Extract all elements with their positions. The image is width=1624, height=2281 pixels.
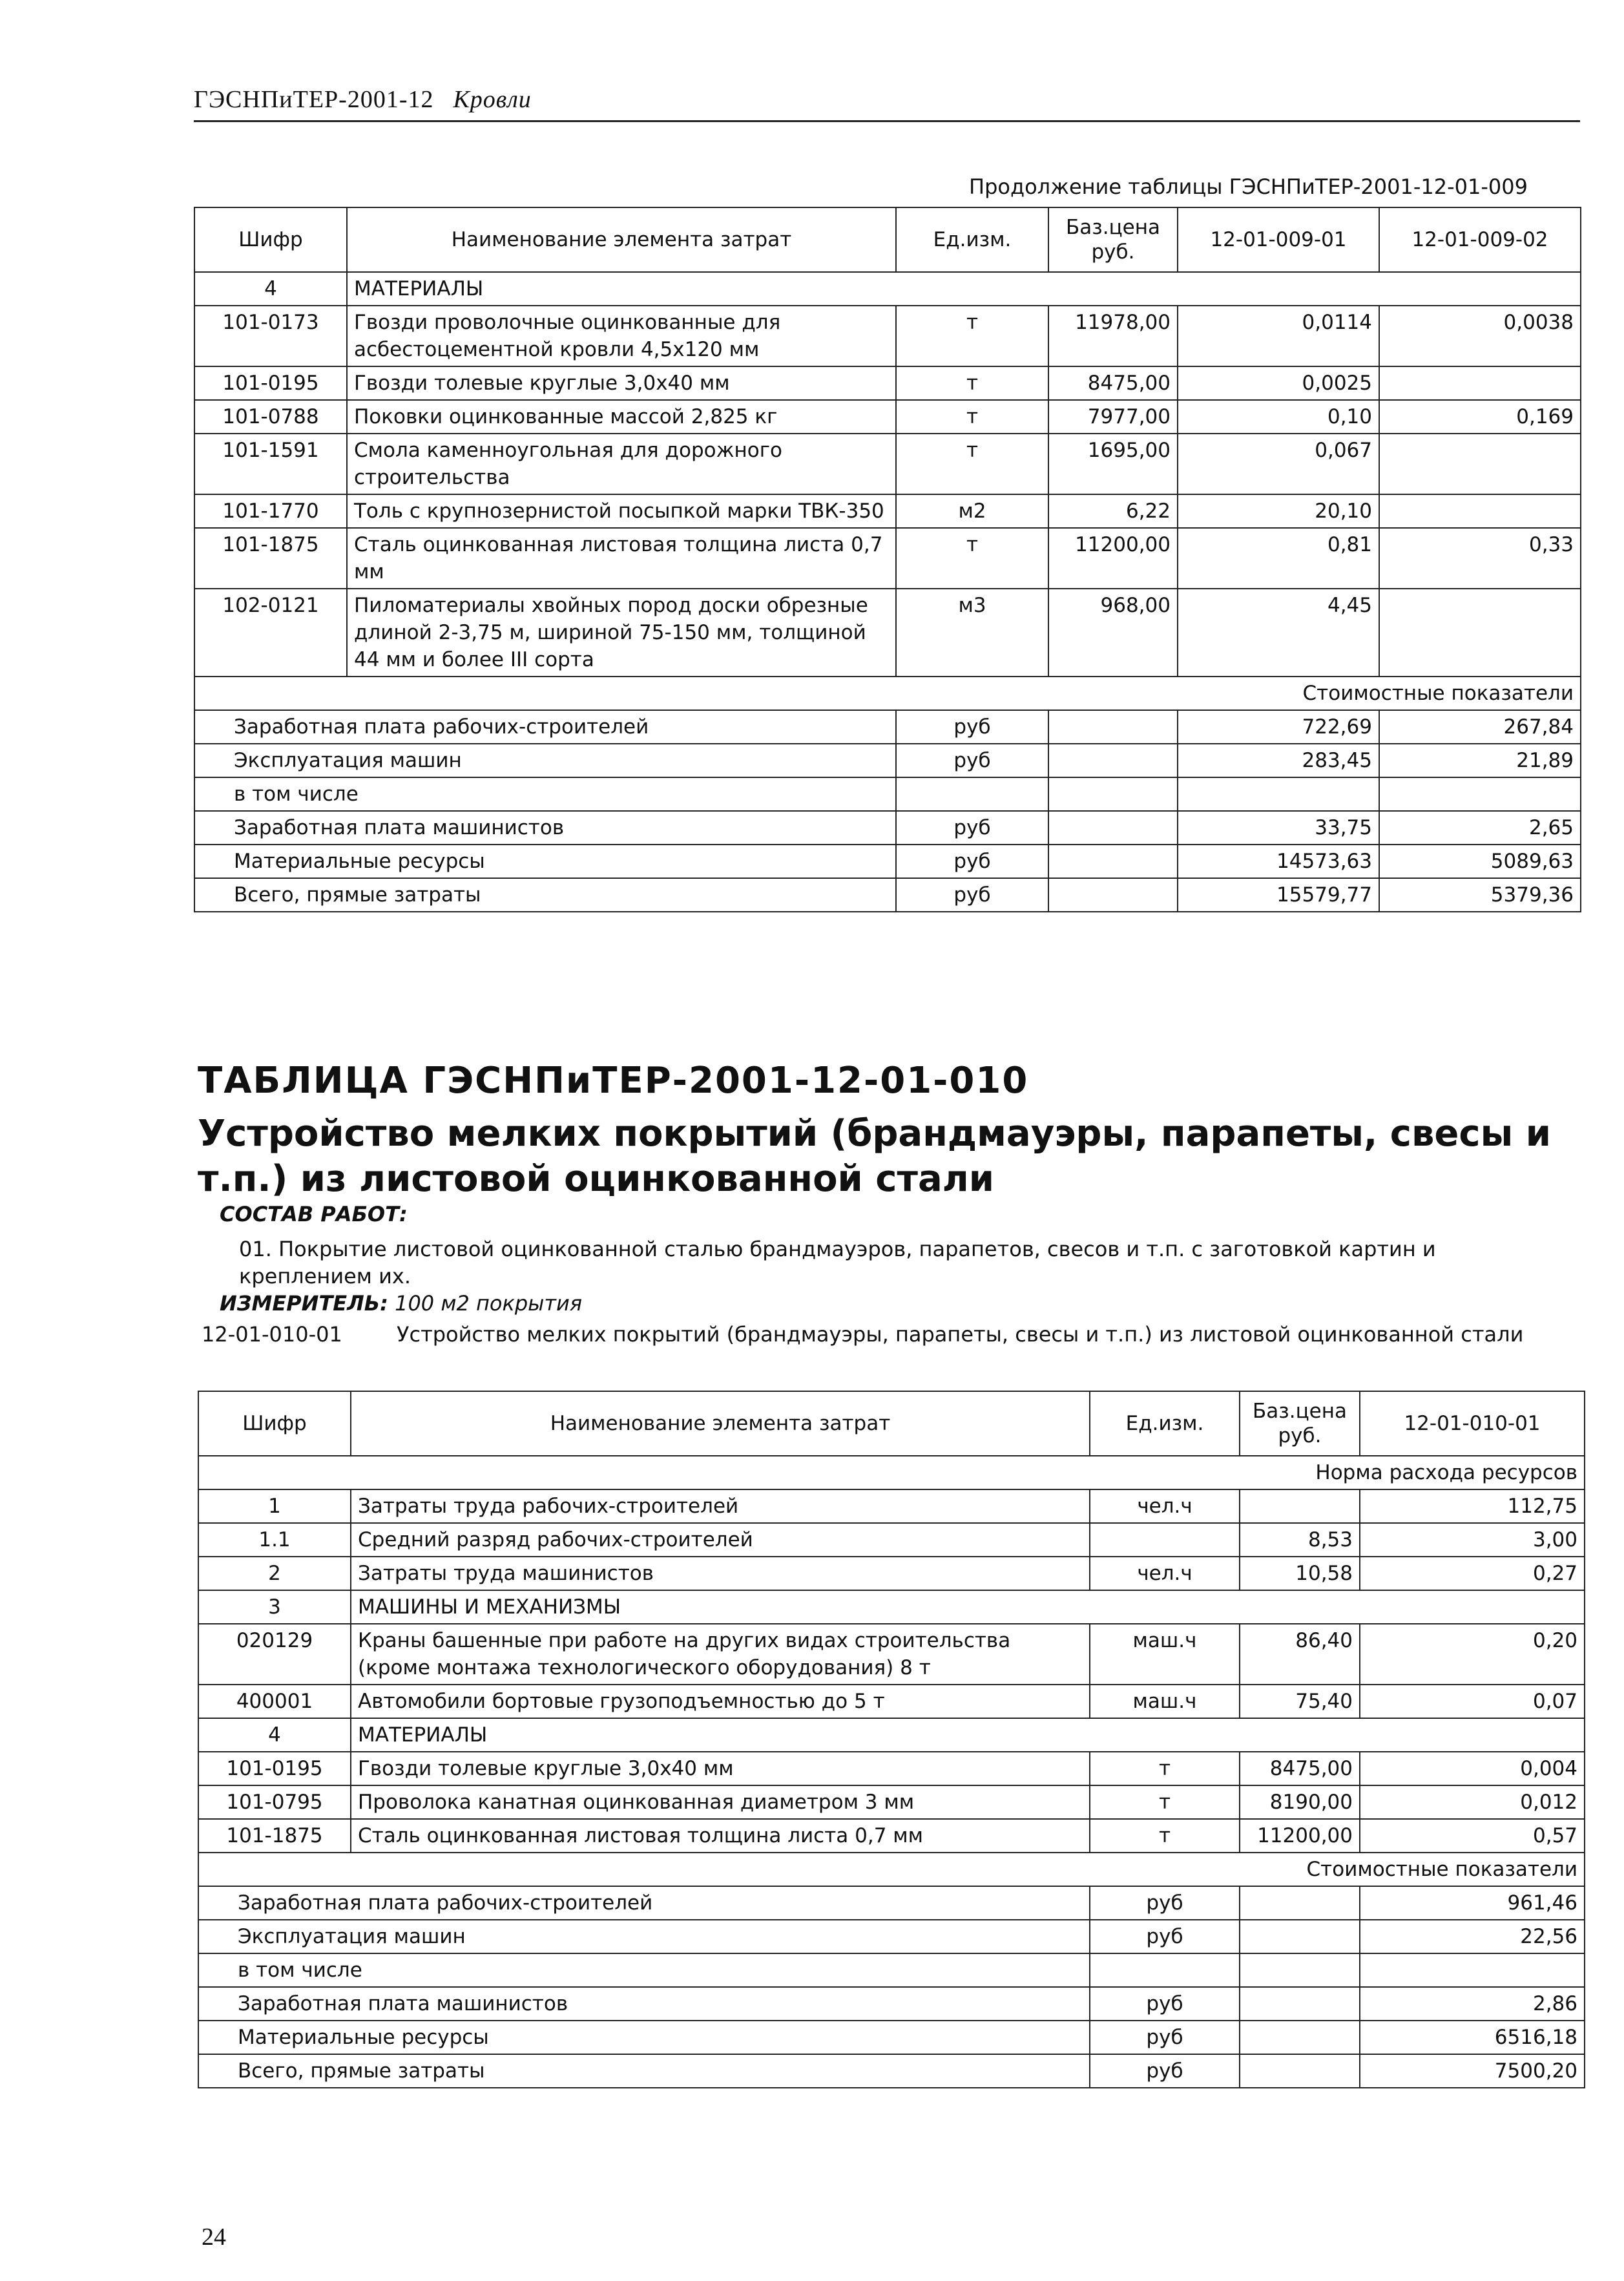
totals-label: Материальные ресурсы xyxy=(194,845,896,878)
totals-price xyxy=(1240,1886,1360,1920)
resource-value-c1: 0,012 xyxy=(1360,1785,1585,1819)
resource-value-c1: 0,27 xyxy=(1360,1557,1585,1590)
section-num: 4 xyxy=(194,272,347,306)
totals-label: Заработная плата рабочих-строителей xyxy=(194,710,896,744)
resource-code: 101-1591 xyxy=(194,434,347,494)
totals-unit: руб xyxy=(896,811,1048,845)
resource-name: Автомобили бортовые грузоподъемностью до 5 т xyxy=(351,1685,1090,1718)
resource-unit: м3 xyxy=(896,589,1048,677)
totals-unit: руб xyxy=(1090,1987,1240,2021)
totals-label: в том числе xyxy=(198,1953,1090,1987)
resource-name: Толь с крупнозернистой посыпкой марки ТВК-350 xyxy=(347,494,896,528)
table-row xyxy=(194,306,1581,366)
composition-label: СОСТАВ РАБОТ: xyxy=(220,1202,408,1226)
totals-price xyxy=(1240,2021,1360,2054)
totals-unit xyxy=(896,777,1048,811)
totals-price xyxy=(1240,1920,1360,1953)
resource-unit: маш.ч xyxy=(1090,1685,1240,1718)
resource-name: Средний разряд рабочих-строителей xyxy=(351,1523,1090,1557)
section-row xyxy=(198,1590,1585,1624)
resource-value-c1: 0,10 xyxy=(1178,400,1379,434)
resource-value-c2 xyxy=(1379,589,1581,677)
resource-value-c1: 20,10 xyxy=(1178,494,1379,528)
resource-unit: маш.ч xyxy=(1090,1624,1240,1685)
totals-row xyxy=(198,1920,1585,1953)
totals-label: Заработная плата рабочих-строителей xyxy=(198,1886,1090,1920)
resource-price: 968,00 xyxy=(1048,589,1178,677)
resource-unit: т xyxy=(896,366,1048,400)
resource-value-c2: 0,169 xyxy=(1379,400,1581,434)
col-name: Наименование элемента затрат xyxy=(347,207,896,272)
totals-price xyxy=(1048,811,1178,845)
totals-row xyxy=(194,777,1581,811)
section-row xyxy=(198,1718,1585,1752)
resource-name: Гвозди проволочные оцинкованные для асбестоцементной кровли 4,5х120 мм xyxy=(347,306,896,366)
totals-row xyxy=(194,878,1581,912)
resource-name: Сталь оцинкованная листовая толщина листа 0,7 мм xyxy=(351,1819,1090,1853)
resource-unit: м2 xyxy=(896,494,1048,528)
table-row xyxy=(198,1819,1585,1853)
resource-price: 8475,00 xyxy=(1240,1752,1360,1785)
resource-value-c2 xyxy=(1379,494,1581,528)
totals-unit: руб xyxy=(896,744,1048,777)
col-c2: 12-01-009-02 xyxy=(1379,207,1581,272)
resource-name: Проволока канатная оцинкованная диаметром 3 мм xyxy=(351,1785,1090,1819)
col-c1: 12-01-010-01 xyxy=(1360,1391,1585,1456)
table-row xyxy=(194,494,1581,528)
cost-header-row xyxy=(194,677,1581,710)
resource-price: 8190,00 xyxy=(1240,1785,1360,1819)
col-code: Шифр xyxy=(194,207,347,272)
totals-value-c1: 14573,63 xyxy=(1178,845,1379,878)
totals-price xyxy=(1240,1953,1360,1987)
resource-price: 11978,00 xyxy=(1048,306,1178,366)
resource-unit: т xyxy=(896,306,1048,366)
totals-value-c2: 2,65 xyxy=(1379,811,1581,845)
totals-value-c1: 6516,18 xyxy=(1360,2021,1585,2054)
resource-unit xyxy=(1090,1523,1240,1557)
table-row xyxy=(198,1557,1585,1590)
col-unit: Ед.изм. xyxy=(1090,1391,1240,1456)
resource-code: 2 xyxy=(198,1557,351,1590)
resource-code: 3 xyxy=(198,1590,351,1624)
totals-unit: руб xyxy=(1090,1886,1240,1920)
totals-row xyxy=(198,1987,1585,2021)
col-code: Шифр xyxy=(198,1391,351,1456)
resource-price: 6,22 xyxy=(1048,494,1178,528)
table-row xyxy=(198,1685,1585,1718)
resource-value-c1: 0,067 xyxy=(1178,434,1379,494)
resource-code: 1.1 xyxy=(198,1523,351,1557)
totals-value-c1 xyxy=(1360,1953,1585,1987)
running-section: Кровли xyxy=(453,86,532,113)
totals-row xyxy=(198,2054,1585,2088)
resource-price: 1695,00 xyxy=(1048,434,1178,494)
totals-unit: руб xyxy=(1090,1920,1240,1953)
resource-code: 101-1875 xyxy=(194,528,347,589)
resource-value-c1: 0,0025 xyxy=(1178,366,1379,400)
totals-row xyxy=(198,2021,1585,2054)
totals-label: Материальные ресурсы xyxy=(198,2021,1090,2054)
resource-code: 101-0173 xyxy=(194,306,347,366)
resource-value-c1: 0,57 xyxy=(1360,1819,1585,1853)
col-price: Баз.цена руб. xyxy=(1048,207,1178,272)
resource-name: Поковки оцинкованные массой 2,825 кг xyxy=(347,400,896,434)
table-row xyxy=(194,366,1581,400)
totals-value-c1: 22,56 xyxy=(1360,1920,1585,1953)
totals-value-c1 xyxy=(1178,777,1379,811)
resource-value-c1: 0,20 xyxy=(1360,1624,1585,1685)
resource-price: 11200,00 xyxy=(1240,1819,1360,1853)
totals-label: Эксплуатация машин xyxy=(198,1920,1090,1953)
resource-unit: т xyxy=(896,528,1048,589)
composition-text: 01. Покрытие листовой оцинкованной сталью брандмауэров, парапетов, свесов и т.п. с заготовкой картин и креплением их. xyxy=(239,1237,1436,1288)
totals-row xyxy=(194,744,1581,777)
header-rule xyxy=(194,120,1580,122)
table2-subtitle: Устройство мелких покрытий (брандмауэры, парапеты, свесы и т.п.) из листовой оцинкованной стали xyxy=(198,1113,1551,1200)
resource-price: 11200,00 xyxy=(1048,528,1178,589)
resource-code: 400001 xyxy=(198,1685,351,1718)
totals-row xyxy=(194,845,1581,878)
resource-unit: чел.ч xyxy=(1090,1489,1240,1523)
resource-price: 8,53 xyxy=(1240,1523,1360,1557)
resource-price: 8475,00 xyxy=(1048,366,1178,400)
resource-value-c2: 0,33 xyxy=(1379,528,1581,589)
totals-price xyxy=(1048,744,1178,777)
col-c1: 12-01-009-01 xyxy=(1178,207,1379,272)
resource-name: Затраты труда рабочих-строителей xyxy=(351,1489,1090,1523)
resource-unit: т xyxy=(1090,1819,1240,1853)
resource-unit: т xyxy=(1090,1752,1240,1785)
resource-code: 101-0195 xyxy=(198,1752,351,1785)
meter-line xyxy=(220,1291,582,1316)
totals-row xyxy=(194,710,1581,744)
resource-value-c1: 3,00 xyxy=(1360,1523,1585,1557)
resource-name: Пиломатериалы хвойных пород доски обрезные длиной 2-3,75 м, шириной 75-150 мм, толщиной 44 мм и более III сорта xyxy=(347,589,896,677)
cost-header: Стоимостные показатели xyxy=(194,677,1581,710)
totals-label: в том числе xyxy=(194,777,896,811)
resource-unit: т xyxy=(896,400,1048,434)
resource-value-c1: 112,75 xyxy=(1360,1489,1585,1523)
norm-header: Норма расхода ресурсов xyxy=(198,1456,1585,1489)
totals-unit: руб xyxy=(896,845,1048,878)
totals-value-c1: 33,75 xyxy=(1178,811,1379,845)
totals-value-c1: 7500,20 xyxy=(1360,2054,1585,2088)
resource-value-c2 xyxy=(1379,434,1581,494)
resource-code: 020129 xyxy=(198,1624,351,1685)
resource-name: Смола каменноугольная для дорожного строительства xyxy=(347,434,896,494)
table2 xyxy=(198,1391,1585,2088)
totals-price xyxy=(1240,2054,1360,2088)
table-row xyxy=(198,1489,1585,1523)
resource-name: Затраты труда машинистов xyxy=(351,1557,1090,1590)
table-row xyxy=(194,528,1581,589)
resource-price: 7977,00 xyxy=(1048,400,1178,434)
totals-label: Заработная плата машинистов xyxy=(194,811,896,845)
table-row xyxy=(194,400,1581,434)
resource-code: 101-1770 xyxy=(194,494,347,528)
resource-value-c1: 0,07 xyxy=(1360,1685,1585,1718)
resource-unit: чел.ч xyxy=(1090,1557,1240,1590)
table-row xyxy=(194,434,1581,494)
totals-value-c2 xyxy=(1379,777,1581,811)
resource-code: 1 xyxy=(198,1489,351,1523)
table2-title: ТАБЛИЦА ГЭСНПиТЕР-2001-12-01-010 xyxy=(198,1060,1029,1102)
resource-value-c1: 4,45 xyxy=(1178,589,1379,677)
totals-price xyxy=(1048,845,1178,878)
totals-label: Эксплуатация машин xyxy=(194,744,896,777)
resource-name: Гвозди толевые круглые 3,0х40 мм xyxy=(347,366,896,400)
table-row xyxy=(198,1523,1585,1557)
resource-value-c1: 0,0114 xyxy=(1178,306,1379,366)
totals-unit: руб xyxy=(1090,2054,1240,2088)
totals-value-c1: 283,45 xyxy=(1178,744,1379,777)
resource-price xyxy=(1240,1489,1360,1523)
totals-row xyxy=(198,1953,1585,1987)
resource-value-c2 xyxy=(1379,366,1581,400)
resource-value-c2: 0,0038 xyxy=(1379,306,1581,366)
totals-value-c1: 722,69 xyxy=(1178,710,1379,744)
totals-price xyxy=(1048,878,1178,912)
resource-value-c1: 0,004 xyxy=(1360,1752,1585,1785)
col-price: Баз.цена руб. xyxy=(1240,1391,1360,1456)
section-title: МАТЕРИАЛЫ xyxy=(347,272,1581,306)
totals-value-c1: 2,86 xyxy=(1360,1987,1585,2021)
item-code: 12-01-010-01 xyxy=(202,1322,342,1347)
totals-value-c1: 961,46 xyxy=(1360,1886,1585,1920)
table-row xyxy=(198,1624,1585,1685)
table-row xyxy=(194,589,1581,677)
cost-header-row xyxy=(198,1853,1585,1886)
totals-row xyxy=(194,811,1581,845)
totals-label: Всего, прямые затраты xyxy=(198,2054,1090,2088)
totals-price xyxy=(1048,777,1178,811)
totals-price xyxy=(1240,1987,1360,2021)
resource-value-c1: 0,81 xyxy=(1178,528,1379,589)
cost-header: Стоимостные показатели xyxy=(198,1853,1585,1886)
resource-name: Гвозди толевые круглые 3,0х40 мм xyxy=(351,1752,1090,1785)
meter-value: 100 м2 покрытия xyxy=(395,1291,583,1316)
col-unit: Ед.изм. xyxy=(896,207,1048,272)
resource-name: Сталь оцинкованная листовая толщина листа 0,7 мм xyxy=(347,528,896,589)
resource-code: 101-0788 xyxy=(194,400,347,434)
table-row xyxy=(198,1752,1585,1785)
totals-label: Всего, прямые затраты xyxy=(194,878,896,912)
totals-label: Заработная плата машинистов xyxy=(198,1987,1090,2021)
meter-label: ИЗМЕРИТЕЛЬ: xyxy=(220,1291,388,1316)
resource-unit: т xyxy=(896,434,1048,494)
resource-code: 4 xyxy=(198,1718,351,1752)
totals-unit: руб xyxy=(1090,2021,1240,2054)
totals-value-c2: 5089,63 xyxy=(1379,845,1581,878)
resource-price: 86,40 xyxy=(1240,1624,1360,1685)
resource-price: 75,40 xyxy=(1240,1685,1360,1718)
resource-code: 101-0795 xyxy=(198,1785,351,1819)
resource-name: Краны башенные при работе на других видах строительства (кроме монтажа технологического оборудования) 8 т xyxy=(351,1624,1090,1685)
totals-value-c2: 5379,36 xyxy=(1379,878,1581,912)
resource-code: 101-1875 xyxy=(198,1819,351,1853)
col-name: Наименование элемента затрат xyxy=(351,1391,1090,1456)
item-text: Устройство мелких покрытий (брандмауэры, парапеты, свесы и т.п.) из листовой оцинкованной стали xyxy=(397,1322,1524,1347)
totals-value-c2: 267,84 xyxy=(1379,710,1581,744)
resource-unit: т xyxy=(1090,1785,1240,1819)
section-title: МАТЕРИАЛЫ xyxy=(351,1718,1585,1752)
resource-code: 102-0121 xyxy=(194,589,347,677)
totals-value-c1: 15579,77 xyxy=(1178,878,1379,912)
totals-row xyxy=(198,1886,1585,1920)
table-row xyxy=(198,1785,1585,1819)
totals-price xyxy=(1048,710,1178,744)
totals-value-c2: 21,89 xyxy=(1379,744,1581,777)
totals-unit: руб xyxy=(896,878,1048,912)
page-number: 24 xyxy=(202,2223,226,2251)
table1 xyxy=(194,207,1581,912)
totals-unit: руб xyxy=(896,710,1048,744)
table1-caption: Продолжение таблицы ГЭСНПиТЕР-2001-12-01-009 xyxy=(969,174,1528,199)
resource-code: 101-0195 xyxy=(194,366,347,400)
section-title: МАШИНЫ И МЕХАНИЗМЫ xyxy=(351,1590,1585,1624)
resource-price: 10,58 xyxy=(1240,1557,1360,1590)
running-title: ГЭСНПиТЕР-2001-12 xyxy=(194,86,434,113)
totals-unit xyxy=(1090,1953,1240,1987)
running-header xyxy=(194,85,532,114)
